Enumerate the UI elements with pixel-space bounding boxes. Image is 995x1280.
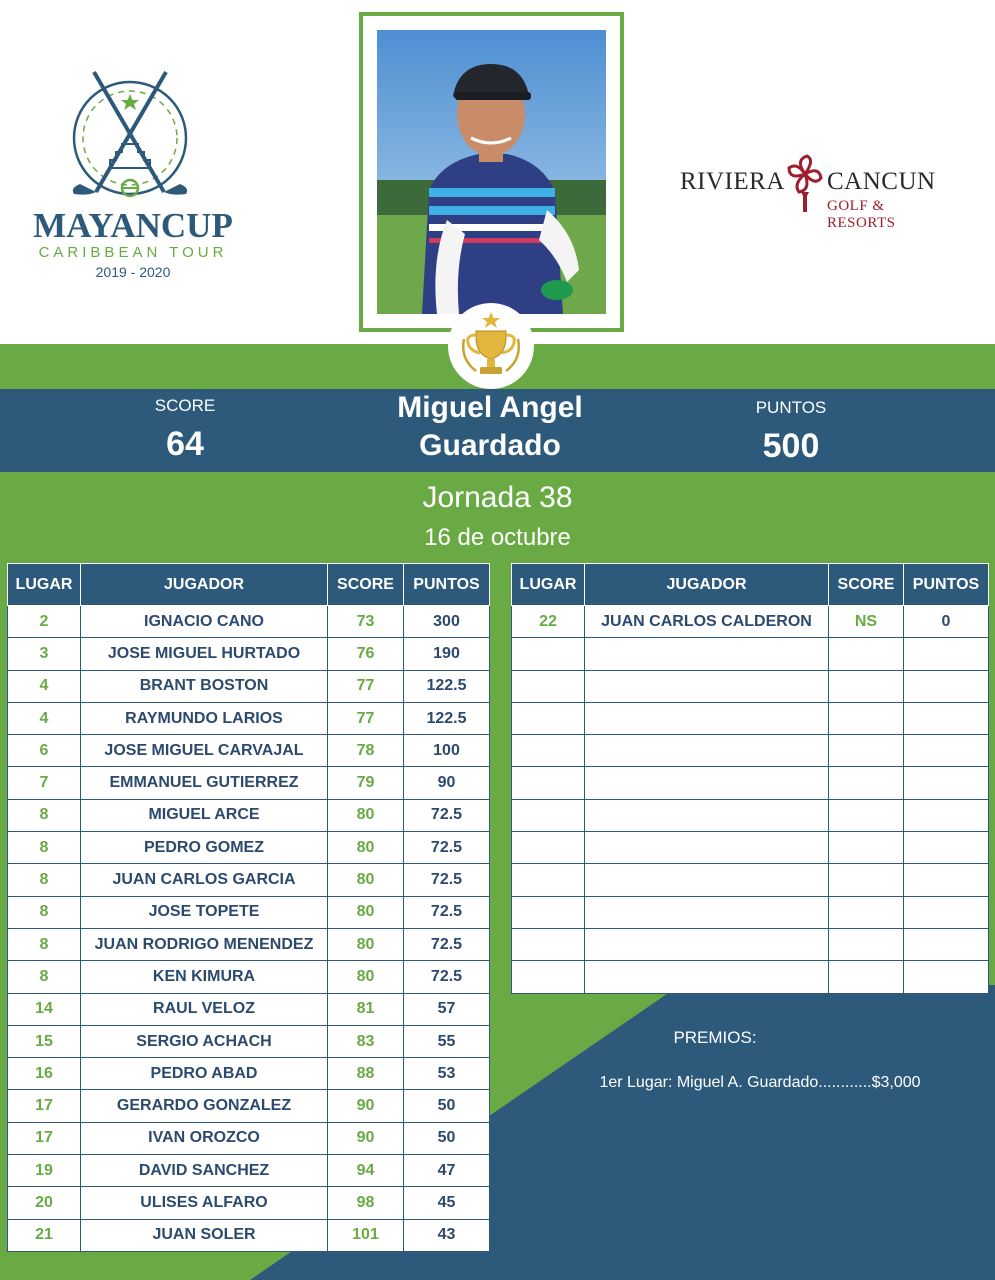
points-cell: 72.5 (404, 928, 490, 960)
place-cell (512, 896, 585, 928)
points-cell (904, 799, 989, 831)
player-cell: KEN KIMURA (81, 961, 328, 993)
col-header-puntos: PUNTOS (404, 564, 490, 606)
table-header-row (8, 564, 490, 606)
place-cell: 8 (8, 928, 81, 960)
table-row (8, 799, 490, 831)
table-row (512, 896, 989, 928)
score-cell (829, 767, 904, 799)
points-cell: 53 (404, 1058, 490, 1090)
winner-band (0, 389, 995, 472)
points-cell (904, 896, 989, 928)
table-row (8, 1219, 490, 1251)
place-cell (512, 832, 585, 864)
score-cell: 78 (328, 735, 404, 767)
score-cell: 73 (328, 606, 404, 638)
player-cell (585, 799, 829, 831)
mayan-cup-wordmark: MAYANCUP (33, 206, 233, 245)
place-cell: 8 (8, 896, 81, 928)
player-cell: GERARDO GONZALEZ (81, 1090, 328, 1122)
table-row (512, 735, 989, 767)
player-cell: JOSE MIGUEL CARVAJAL (81, 735, 328, 767)
player-cell: EMMANUEL GUTIERREZ (81, 767, 328, 799)
table-row (8, 961, 490, 993)
winner-score-label: SCORE (154, 396, 216, 415)
winner-photo-frame (359, 12, 624, 332)
place-cell (512, 670, 585, 702)
score-cell: 83 (328, 1025, 404, 1057)
col-header-jugador: JUGADOR (81, 564, 328, 606)
table-row (512, 638, 989, 670)
swirl-flower-tee-icon (786, 152, 824, 214)
table-header-row (512, 564, 989, 606)
table-row (512, 961, 989, 993)
player-cell: MIGUEL ARCE (81, 799, 328, 831)
player-cell: RAUL VELOZ (81, 993, 328, 1025)
points-cell: 0 (904, 606, 989, 638)
points-cell (904, 702, 989, 734)
standings-table-right (511, 563, 989, 994)
player-cell: BRANT BOSTON (81, 670, 328, 702)
points-cell: 100 (404, 735, 490, 767)
points-cell (904, 638, 989, 670)
player-cell: JUAN CARLOS CALDERON (585, 606, 829, 638)
winner-name (340, 389, 640, 465)
player-cell: RAYMUNDO LARIOS (81, 702, 328, 734)
golf-resorts-tagline: GOLF & RESORTS (827, 198, 896, 231)
trophy-badge (448, 303, 534, 389)
score-cell: 94 (328, 1155, 404, 1187)
riviera-wordmark: RIVIERA (680, 168, 785, 195)
place-cell: 4 (8, 702, 81, 734)
col-header-lugar: LUGAR (8, 564, 81, 606)
score-cell (829, 702, 904, 734)
table-row (8, 864, 490, 896)
score-cell (829, 896, 904, 928)
points-cell: 300 (404, 606, 490, 638)
points-cell: 50 (404, 1122, 490, 1154)
player-cell: JOSE TOPETE (81, 896, 328, 928)
table-row (8, 896, 490, 928)
table-row (8, 1058, 490, 1090)
points-cell (904, 735, 989, 767)
place-cell: 7 (8, 767, 81, 799)
table-row (8, 1122, 490, 1154)
place-cell (512, 864, 585, 896)
player-cell: JUAN CARLOS GARCIA (81, 864, 328, 896)
col-header-score: SCORE (328, 564, 404, 606)
points-cell (904, 961, 989, 993)
place-cell: 3 (8, 638, 81, 670)
table-row (8, 1187, 490, 1219)
points-cell: 72.5 (404, 961, 490, 993)
event-date: 16 de octubre (424, 524, 571, 551)
table-row (8, 928, 490, 960)
points-cell (904, 928, 989, 960)
points-cell: 72.5 (404, 864, 490, 896)
points-cell: 90 (404, 767, 490, 799)
points-cell: 50 (404, 1090, 490, 1122)
score-cell: 76 (328, 638, 404, 670)
player-cell: PEDRO ABAD (81, 1058, 328, 1090)
place-cell: 21 (8, 1219, 81, 1251)
table-row (8, 832, 490, 864)
score-cell: 80 (328, 928, 404, 960)
col-header-score: SCORE (829, 564, 904, 606)
table-row (512, 799, 989, 831)
table-row (512, 832, 989, 864)
table-row (512, 606, 989, 638)
season-years: 2019 - 2020 (95, 264, 171, 280)
points-cell: 72.5 (404, 896, 490, 928)
player-cell (585, 702, 829, 734)
premio-item: 1er Lugar: Miguel A. Guardado............$3,000 (599, 1074, 921, 1091)
player-cell (585, 735, 829, 767)
place-cell: 17 (8, 1122, 81, 1154)
jornada-title: Jornada 38 (422, 481, 573, 514)
table-row (512, 928, 989, 960)
cancun-wordmark: CANCUN (827, 168, 936, 195)
points-cell: 72.5 (404, 832, 490, 864)
table-row (8, 638, 490, 670)
points-cell (904, 864, 989, 896)
place-cell: 8 (8, 832, 81, 864)
place-cell (512, 799, 585, 831)
place-cell: 15 (8, 1025, 81, 1057)
winner-score-value: 64 (166, 425, 204, 463)
place-cell (512, 767, 585, 799)
points-cell: 43 (404, 1219, 490, 1251)
score-cell: 79 (328, 767, 404, 799)
golfer-portrait (367, 20, 616, 324)
player-cell: ULISES ALFARO (81, 1187, 328, 1219)
score-cell: 98 (328, 1187, 404, 1219)
score-cell: 77 (328, 670, 404, 702)
place-cell: 22 (512, 606, 585, 638)
crossed-golf-clubs-mayan-pyramid-icon (28, 68, 238, 208)
player-cell (585, 864, 829, 896)
table-row (8, 1025, 490, 1057)
points-cell: 72.5 (404, 799, 490, 831)
place-cell: 20 (8, 1187, 81, 1219)
score-cell: 101 (328, 1219, 404, 1251)
place-cell (512, 735, 585, 767)
score-cell: 90 (328, 1090, 404, 1122)
player-cell: JOSE MIGUEL HURTADO (81, 638, 328, 670)
place-cell (512, 961, 585, 993)
player-cell: IVAN OROZCO (81, 1122, 328, 1154)
score-cell: 80 (328, 896, 404, 928)
riviera-cancun-logo (680, 150, 950, 231)
col-header-lugar: LUGAR (512, 564, 585, 606)
place-cell (512, 638, 585, 670)
score-cell (829, 799, 904, 831)
player-cell (585, 928, 829, 960)
score-cell: 88 (328, 1058, 404, 1090)
standings-table-left (7, 563, 490, 1252)
table-row (512, 864, 989, 896)
points-cell: 57 (404, 993, 490, 1025)
points-cell: 122.5 (404, 702, 490, 734)
player-cell (585, 767, 829, 799)
score-cell: 90 (328, 1122, 404, 1154)
score-cell (829, 670, 904, 702)
points-cell: 47 (404, 1155, 490, 1187)
score-cell: 80 (328, 961, 404, 993)
player-cell: SERGIO ACHACH (81, 1025, 328, 1057)
points-cell (904, 767, 989, 799)
place-cell: 8 (8, 864, 81, 896)
table-row (8, 1155, 490, 1187)
table-row (8, 670, 490, 702)
gold-trophy-icon (448, 303, 534, 389)
place-cell: 2 (8, 606, 81, 638)
player-cell: JUAN SOLER (81, 1219, 328, 1251)
table-row (8, 1090, 490, 1122)
winner-name-line1: Miguel Angel (397, 391, 583, 424)
table-row (512, 702, 989, 734)
player-cell: PEDRO GOMEZ (81, 832, 328, 864)
table-row (8, 993, 490, 1025)
points-cell: 45 (404, 1187, 490, 1219)
player-cell: JUAN RODRIGO MENENDEZ (81, 928, 328, 960)
col-header-puntos: PUNTOS (904, 564, 989, 606)
table-row (8, 767, 490, 799)
score-cell: 77 (328, 702, 404, 734)
winner-points-value: 500 (762, 427, 820, 465)
place-cell: 4 (8, 670, 81, 702)
points-cell (904, 832, 989, 864)
player-cell: DAVID SANCHEZ (81, 1155, 328, 1187)
score-cell (829, 832, 904, 864)
player-cell (585, 961, 829, 993)
place-cell: 16 (8, 1058, 81, 1090)
table-row (512, 670, 989, 702)
table-row (512, 767, 989, 799)
score-cell: NS (829, 606, 904, 638)
score-cell (829, 735, 904, 767)
score-cell (829, 928, 904, 960)
place-cell: 19 (8, 1155, 81, 1187)
place-cell: 8 (8, 799, 81, 831)
place-cell: 6 (8, 735, 81, 767)
score-cell: 80 (328, 864, 404, 896)
winner-points-label: PUNTOS (755, 398, 827, 417)
player-cell (585, 896, 829, 928)
player-cell: IGNACIO CANO (81, 606, 328, 638)
points-cell: 55 (404, 1025, 490, 1057)
place-cell: 14 (8, 993, 81, 1025)
player-cell (585, 832, 829, 864)
score-cell: 80 (328, 799, 404, 831)
col-header-jugador: JUGADOR (585, 564, 829, 606)
place-cell (512, 928, 585, 960)
place-cell (512, 702, 585, 734)
score-cell (829, 638, 904, 670)
table-row (8, 606, 490, 638)
player-cell (585, 670, 829, 702)
premios-title: PREMIOS: (673, 1028, 757, 1047)
score-cell: 81 (328, 993, 404, 1025)
table-row (8, 702, 490, 734)
points-cell: 190 (404, 638, 490, 670)
caribbean-tour-label: CARIBBEAN TOUR (38, 244, 228, 261)
table-row (8, 735, 490, 767)
points-cell (904, 670, 989, 702)
score-cell (829, 864, 904, 896)
score-cell: 80 (328, 832, 404, 864)
winner-name-line2: Guardado (419, 429, 561, 462)
place-cell: 17 (8, 1090, 81, 1122)
place-cell: 8 (8, 961, 81, 993)
mayan-cup-logo (28, 68, 238, 288)
points-cell: 122.5 (404, 670, 490, 702)
player-cell (585, 638, 829, 670)
score-cell (829, 961, 904, 993)
